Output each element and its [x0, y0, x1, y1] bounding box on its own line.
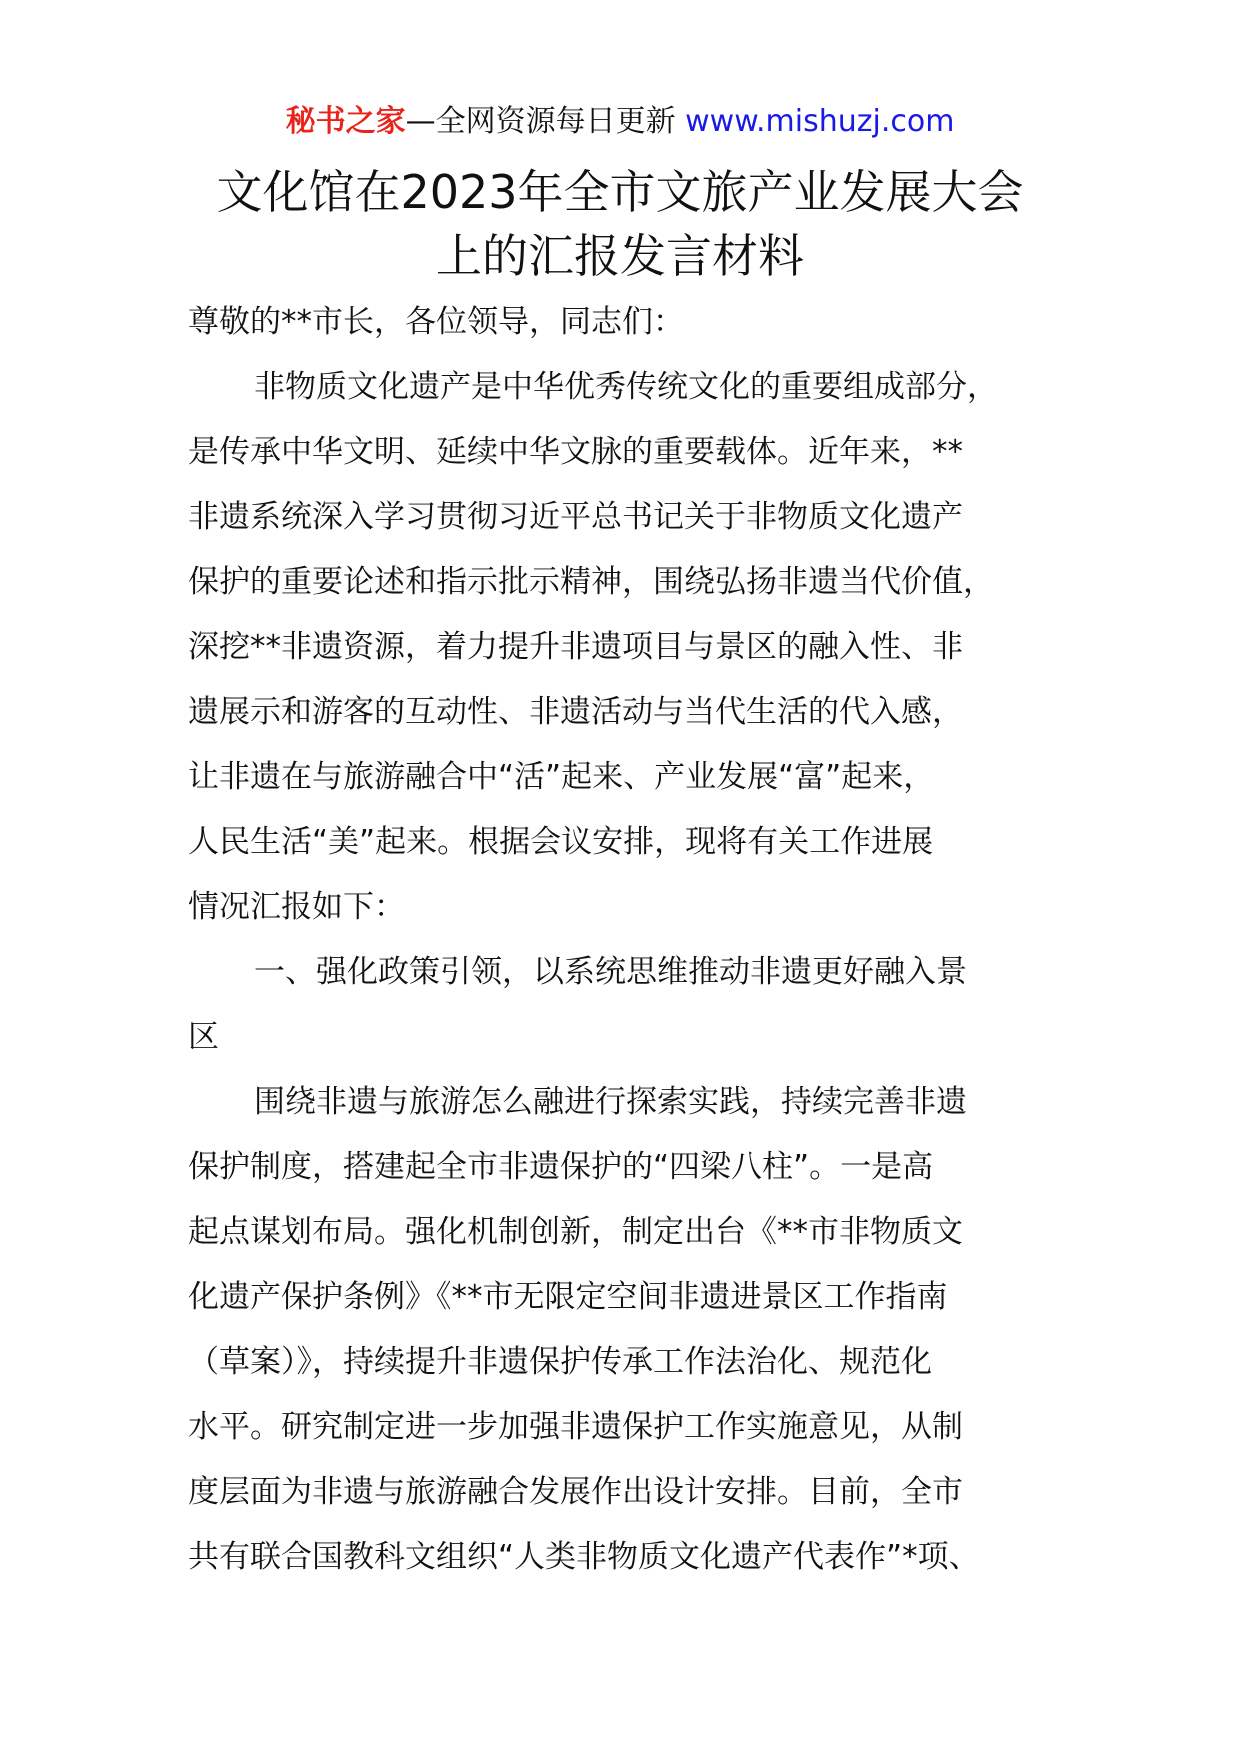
paragraph-line: 情况汇报如下：	[188, 889, 405, 925]
section-heading-line: 一、强化政策引领，以系统思维推动非遗更好融入景	[254, 954, 967, 990]
paragraph-line: 水平。研究制定进一步加强非遗保护工作实施意见，从制	[188, 1409, 963, 1445]
salutation-line: 尊敬的**市长，各位领导，同志们：	[188, 304, 684, 340]
paragraph-line: 遗展示和游客的互动性、非遗活动与当代生活的代入感，	[188, 694, 963, 730]
paragraph-line: 度层面为非遗与旅游融合发展作出设计安排。目前，全市	[188, 1474, 963, 1510]
paragraph-line: 人民生活“美”起来。根据会议安排，现将有关工作进展	[188, 824, 934, 860]
header-slogan: —全网资源每日更新	[405, 104, 676, 139]
paragraph-line: （草案）》，持续提升非遗保护传承工作法治化、规范化	[188, 1344, 932, 1380]
document-title	[150, 160, 1090, 288]
paragraph-line: 深挖**非遗资源，着力提升非遗项目与景区的融入性、非	[188, 629, 963, 665]
paragraph-line: 围绕非遗与旅游怎么融进行探索实践，持续完善非遗	[254, 1084, 967, 1120]
document-body	[188, 290, 1068, 1590]
paragraph-line: 让非遗在与旅游融合中“活”起来、产业发展“富”起来，	[188, 759, 935, 795]
paragraph-line: 非遗系统深入学习贯彻习近平总书记关于非物质文化遗产	[188, 499, 963, 535]
paragraph-line: 保护的重要论述和指示批示精神，围绕弘扬非遗当代价值，	[188, 564, 994, 600]
paragraph-line: 是传承中华文明、延续中华文脉的重要载体。近年来，**	[188, 434, 963, 470]
paragraph-line: 共有联合国教科文组织“人类非物质文化遗产代表作”*项、	[188, 1539, 980, 1575]
paragraph-line: 非物质文化遗产是中华优秀传统文化的重要组成部分，	[254, 369, 998, 405]
paragraph-line: 化遗产保护条例》《**市无限定空间非遗进景区工作指南	[188, 1279, 948, 1315]
section-heading-line: 区	[188, 1019, 219, 1055]
paragraph-line: 起点谋划布局。强化机制创新，制定出台《**市非物质文	[188, 1214, 963, 1250]
paragraph-line: 保护制度，搭建起全市非遗保护的“四梁八柱”。一是高	[188, 1149, 934, 1185]
site-url-link[interactable]: www.mishuzj.com	[685, 104, 955, 139]
brand-name: 秘书之家	[285, 104, 406, 139]
site-header	[0, 100, 1240, 144]
title-line-1: 文化馆在2023年全市文旅产业发展大会	[216, 165, 1024, 219]
title-line-2: 上的汇报发言材料	[436, 229, 804, 283]
